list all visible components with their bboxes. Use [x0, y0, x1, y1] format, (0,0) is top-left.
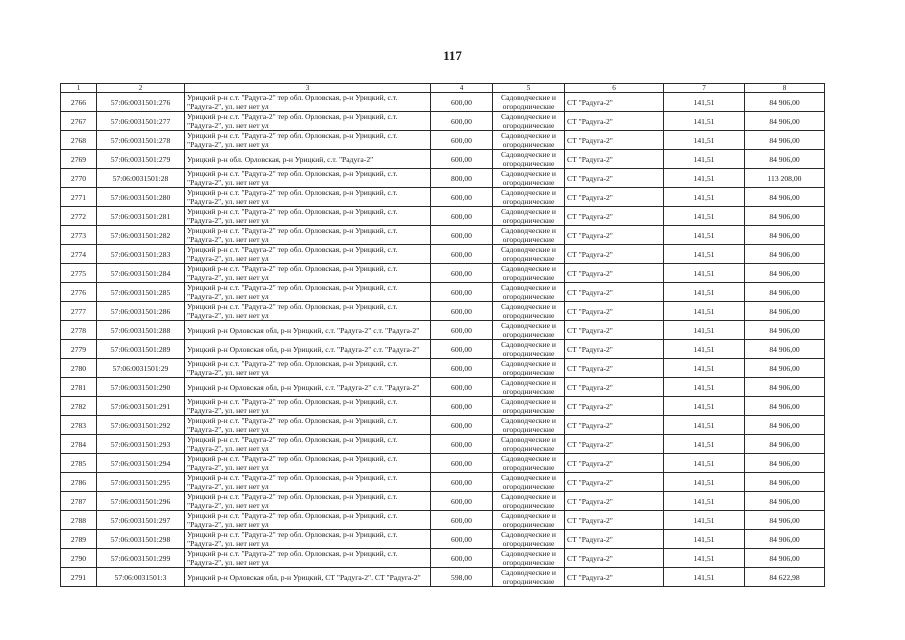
land-use: Садоводческие и огороднические	[493, 264, 565, 283]
cadastral-cost: 84 906,00	[745, 454, 825, 473]
cadastral-cost: 84 906,00	[745, 511, 825, 530]
owner-name: СТ "Радуга-2"	[565, 340, 664, 359]
owner-name: СТ "Радуга-2"	[565, 150, 664, 169]
area-value: 600,00	[431, 435, 493, 454]
address: Урицкий р-н с.т. "Радуга-2" тер обл. Орловская, р-н Урицкий, с.т. "Радуга-2", ул. нет нет ул	[185, 511, 431, 530]
owner-name: СТ "Радуга-2"	[565, 302, 664, 321]
row-number: 2778	[61, 321, 97, 340]
cadastral-cost: 84 906,00	[745, 416, 825, 435]
row-number: 2773	[61, 226, 97, 245]
price-value: 141,51	[664, 378, 745, 397]
owner-name: СТ "Радуга-2"	[565, 511, 664, 530]
table-row	[61, 112, 825, 131]
owner-name: СТ "Радуга-2"	[565, 131, 664, 150]
cadastral-number: 57:06:0031501:293	[97, 435, 185, 454]
address: Урицкий р-н с.т. "Радуга-2" тер обл. Орловская, р-н Урицкий, с.т. "Радуга-2", ул. нет нет ул	[185, 264, 431, 283]
price-value: 141,51	[664, 188, 745, 207]
address: Урицкий р-н с.т. "Радуга-2" тер обл. Орловская, р-н Урицкий, с.т. "Радуга-2", ул. нет нет ул	[185, 435, 431, 454]
address: Урицкий р-н Орловская обл, р-н Урицкий, с.т. "Радуга-2" с.т. "Радуга-2"	[185, 378, 431, 397]
land-use: Садоводческие и огороднические	[493, 226, 565, 245]
column-number-row	[61, 84, 825, 93]
land-use: Садоводческие и огороднические	[493, 150, 565, 169]
land-use: Садоводческие и огороднические	[493, 568, 565, 587]
cadastral-cost: 84 906,00	[745, 340, 825, 359]
land-use: Садоводческие и огороднические	[493, 93, 565, 112]
land-plots-table	[60, 83, 825, 587]
cadastral-cost: 84 906,00	[745, 549, 825, 568]
column-number: 1	[61, 84, 97, 93]
land-use: Садоводческие и огороднические	[493, 188, 565, 207]
price-value: 141,51	[664, 245, 745, 264]
price-value: 141,51	[664, 264, 745, 283]
cadastral-cost: 84 906,00	[745, 492, 825, 511]
table-row	[61, 283, 825, 302]
address: Урицкий р-н Орловская обл, р-н Урицкий, СТ "Радуга-2". СТ "Радуга-2"	[185, 568, 431, 587]
price-value: 141,51	[664, 169, 745, 188]
table-row	[61, 188, 825, 207]
page-number: 117	[443, 48, 462, 63]
table-row	[61, 530, 825, 549]
owner-name: СТ "Радуга-2"	[565, 454, 664, 473]
cadastral-number: 57:06:0031501:294	[97, 454, 185, 473]
table-row	[61, 397, 825, 416]
price-value: 141,51	[664, 283, 745, 302]
cadastral-number: 57:06:0031501:299	[97, 549, 185, 568]
price-value: 141,51	[664, 568, 745, 587]
owner-name: СТ "Радуга-2"	[565, 378, 664, 397]
table-row	[61, 492, 825, 511]
table-row	[61, 207, 825, 226]
area-value: 800,00	[431, 169, 493, 188]
area-value: 600,00	[431, 473, 493, 492]
area-value: 600,00	[431, 226, 493, 245]
table-row	[61, 454, 825, 473]
cadastral-number: 57:06:0031501:277	[97, 112, 185, 131]
address: Урицкий р-н с.т. "Радуга-2" тер обл. Орловская, р-н Урицкий, с.т. "Радуга-2", ул. нет нет ул	[185, 207, 431, 226]
cadastral-number: 57:06:0031501:282	[97, 226, 185, 245]
row-number: 2769	[61, 150, 97, 169]
owner-name: СТ "Радуга-2"	[565, 549, 664, 568]
area-value: 600,00	[431, 302, 493, 321]
cadastral-cost: 84 906,00	[745, 93, 825, 112]
cadastral-number: 57:06:0031501:297	[97, 511, 185, 530]
cadastral-number: 57:06:0031501:286	[97, 302, 185, 321]
owner-name: СТ "Радуга-2"	[565, 321, 664, 340]
row-number: 2770	[61, 169, 97, 188]
cadastral-cost: 84 906,00	[745, 530, 825, 549]
land-use: Садоводческие и огороднические	[493, 435, 565, 454]
cadastral-number: 57:06:0031501:291	[97, 397, 185, 416]
cadastral-cost: 84 906,00	[745, 473, 825, 492]
land-use: Садоводческие и огороднические	[493, 549, 565, 568]
price-value: 141,51	[664, 549, 745, 568]
cadastral-number: 57:06:0031501:288	[97, 321, 185, 340]
cadastral-number: 57:06:0031501:283	[97, 245, 185, 264]
row-number: 2771	[61, 188, 97, 207]
address: Урицкий р-н с.т. "Радуга-2" тер обл. Орловская, р-н Урицкий, с.т. "Радуга-2", ул. нет нет ул	[185, 131, 431, 150]
area-value: 600,00	[431, 112, 493, 131]
area-value: 600,00	[431, 245, 493, 264]
address: Урицкий р-н с.т. "Радуга-2" тер обл. Орловская, р-н Урицкий, с.т. "Радуга-2", ул. нет нет ул	[185, 397, 431, 416]
land-use: Садоводческие и огороднические	[493, 321, 565, 340]
row-number: 2776	[61, 283, 97, 302]
price-value: 141,51	[664, 454, 745, 473]
owner-name: СТ "Радуга-2"	[565, 492, 664, 511]
cadastral-cost: 84 906,00	[745, 131, 825, 150]
price-value: 141,51	[664, 131, 745, 150]
owner-name: СТ "Радуга-2"	[565, 112, 664, 131]
cadastral-cost: 84 906,00	[745, 435, 825, 454]
cadastral-cost: 84 906,00	[745, 378, 825, 397]
area-value: 600,00	[431, 511, 493, 530]
column-number: 2	[97, 84, 185, 93]
cadastral-number: 57:06:0031501:28	[97, 169, 185, 188]
owner-name: СТ "Радуга-2"	[565, 473, 664, 492]
column-number: 3	[185, 84, 431, 93]
cadastral-number: 57:06:0031501:281	[97, 207, 185, 226]
land-use: Садоводческие и огороднические	[493, 302, 565, 321]
cadastral-cost: 84 906,00	[745, 359, 825, 378]
land-use: Садоводческие и огороднические	[493, 207, 565, 226]
row-number: 2781	[61, 378, 97, 397]
area-value: 600,00	[431, 150, 493, 169]
price-value: 141,51	[664, 112, 745, 131]
cadastral-number: 57:06:0031501:285	[97, 283, 185, 302]
area-value: 600,00	[431, 283, 493, 302]
row-number: 2777	[61, 302, 97, 321]
land-use: Садоводческие и огороднические	[493, 530, 565, 549]
cadastral-number: 57:06:0031501:295	[97, 473, 185, 492]
cadastral-number: 57:06:0031501:298	[97, 530, 185, 549]
column-number: 4	[431, 84, 493, 93]
cadastral-cost: 84 906,00	[745, 302, 825, 321]
area-value: 600,00	[431, 359, 493, 378]
area-value: 600,00	[431, 530, 493, 549]
address: Урицкий р-н с.т. "Радуга-2" тер обл. Орловская, р-н Урицкий, с.т. "Радуга-2", ул. нет нет ул	[185, 473, 431, 492]
address: Урицкий р-н Орловская обл, р-н Урицкий, с.т. "Радуга-2" с.т. "Радуга-2"	[185, 340, 431, 359]
table-row	[61, 416, 825, 435]
land-use: Садоводческие и огороднические	[493, 511, 565, 530]
row-number: 2787	[61, 492, 97, 511]
area-value: 600,00	[431, 492, 493, 511]
table-row	[61, 378, 825, 397]
address: Урицкий р-н с.т. "Радуга-2" тер обл. Орловская, р-н Урицкий, с.т. "Радуга-2", ул. нет нет ул	[185, 245, 431, 264]
price-value: 141,51	[664, 492, 745, 511]
table-row	[61, 93, 825, 112]
area-value: 598,00	[431, 568, 493, 587]
cadastral-number: 57:06:0031501:276	[97, 93, 185, 112]
owner-name: СТ "Радуга-2"	[565, 93, 664, 112]
table-row	[61, 131, 825, 150]
price-value: 141,51	[664, 511, 745, 530]
cadastral-cost: 84 906,00	[745, 245, 825, 264]
table-row	[61, 359, 825, 378]
owner-name: СТ "Радуга-2"	[565, 359, 664, 378]
price-value: 141,51	[664, 397, 745, 416]
address: Урицкий р-н с.т. "Радуга-2" тер обл. Орловская, р-н Урицкий, с.т. "Радуга-2", ул. нет нет ул	[185, 549, 431, 568]
price-value: 141,51	[664, 359, 745, 378]
cadastral-number: 57:06:0031501:290	[97, 378, 185, 397]
cadastral-number: 57:06:0031501:296	[97, 492, 185, 511]
area-value: 600,00	[431, 340, 493, 359]
cadastral-cost: 84 906,00	[745, 226, 825, 245]
table-row	[61, 511, 825, 530]
cadastral-number: 57:06:0031501:278	[97, 131, 185, 150]
row-number: 2784	[61, 435, 97, 454]
cadastral-cost: 84 622,98	[745, 568, 825, 587]
land-use: Садоводческие и огороднические	[493, 416, 565, 435]
cadastral-number: 57:06:0031501:279	[97, 150, 185, 169]
area-value: 600,00	[431, 264, 493, 283]
column-number: 6	[565, 84, 664, 93]
address: Урицкий р-н с.т. "Радуга-2" тер обл. Орловская, р-н Урицкий, с.т. "Радуга-2", ул. нет нет ул	[185, 454, 431, 473]
land-use: Садоводческие и огороднические	[493, 359, 565, 378]
cadastral-number: 57:06:0031501:3	[97, 568, 185, 587]
price-value: 141,51	[664, 340, 745, 359]
price-value: 141,51	[664, 302, 745, 321]
owner-name: СТ "Радуга-2"	[565, 416, 664, 435]
cadastral-number: 57:06:0031501:292	[97, 416, 185, 435]
price-value: 141,51	[664, 321, 745, 340]
table-row	[61, 302, 825, 321]
table-row	[61, 150, 825, 169]
land-use: Садоводческие и огороднические	[493, 112, 565, 131]
address: Урицкий р-н с.т. "Радуга-2" тер обл. Орловская, р-н Урицкий, с.т. "Радуга-2", ул. нет нет ул	[185, 226, 431, 245]
row-number: 2782	[61, 397, 97, 416]
land-use: Садоводческие и огороднические	[493, 473, 565, 492]
row-number: 2767	[61, 112, 97, 131]
cadastral-cost: 113 208,00	[745, 169, 825, 188]
owner-name: СТ "Радуга-2"	[565, 530, 664, 549]
owner-name: СТ "Радуга-2"	[565, 264, 664, 283]
owner-name: СТ "Радуга-2"	[565, 207, 664, 226]
price-value: 141,51	[664, 93, 745, 112]
row-number: 2768	[61, 131, 97, 150]
row-number: 2775	[61, 264, 97, 283]
address: Урицкий р-н с.т. "Радуга-2" тер обл. Орловская, р-н Урицкий, с.т. "Радуга-2", ул. нет нет ул	[185, 416, 431, 435]
land-use: Садоводческие и огороднические	[493, 131, 565, 150]
address: Урицкий р-н с.т. "Радуга-2" тер обл. Орловская, р-н Урицкий, с.т. "Радуга-2", ул. нет нет ул	[185, 302, 431, 321]
table-row	[61, 321, 825, 340]
row-number: 2780	[61, 359, 97, 378]
cadastral-number: 57:06:0031501:289	[97, 340, 185, 359]
table-row	[61, 245, 825, 264]
owner-name: СТ "Радуга-2"	[565, 435, 664, 454]
table-row	[61, 473, 825, 492]
row-number: 2789	[61, 530, 97, 549]
owner-name: СТ "Радуга-2"	[565, 397, 664, 416]
owner-name: СТ "Радуга-2"	[565, 169, 664, 188]
column-number: 8	[745, 84, 825, 93]
cadastral-cost: 84 906,00	[745, 321, 825, 340]
row-number: 2779	[61, 340, 97, 359]
address: Урицкий р-н обл. Орловская, р-н Урицкий, с.т. "Радуга-2"	[185, 150, 431, 169]
land-use: Садоводческие и огороднические	[493, 283, 565, 302]
row-number: 2786	[61, 473, 97, 492]
owner-name: СТ "Радуга-2"	[565, 283, 664, 302]
row-number: 2774	[61, 245, 97, 264]
address: Урицкий р-н с.т. "Радуга-2" тер обл. Орловская, р-н Урицкий, с.т. "Радуга-2", ул. нет нет ул	[185, 188, 431, 207]
address: Урицкий р-н с.т. "Радуга-2" тер обл. Орловская, р-н Урицкий, с.т. "Радуга-2", ул. нет нет ул	[185, 93, 431, 112]
price-value: 141,51	[664, 435, 745, 454]
table-row	[61, 549, 825, 568]
address: Урицкий р-н Орловская обл, р-н Урицкий, с.т. "Радуга-2" с.т. "Радуга-2"	[185, 321, 431, 340]
owner-name: СТ "Радуга-2"	[565, 188, 664, 207]
area-value: 600,00	[431, 416, 493, 435]
area-value: 600,00	[431, 188, 493, 207]
owner-name: СТ "Радуга-2"	[565, 568, 664, 587]
table-row	[61, 435, 825, 454]
area-value: 600,00	[431, 454, 493, 473]
owner-name: СТ "Радуга-2"	[565, 226, 664, 245]
table-row	[61, 264, 825, 283]
cadastral-cost: 84 906,00	[745, 264, 825, 283]
cadastral-number: 57:06:0031501:29	[97, 359, 185, 378]
land-use: Садоводческие и огороднические	[493, 397, 565, 416]
owner-name: СТ "Радуга-2"	[565, 245, 664, 264]
area-value: 600,00	[431, 378, 493, 397]
cadastral-cost: 84 906,00	[745, 207, 825, 226]
price-value: 141,51	[664, 226, 745, 245]
address: Урицкий р-н с.т. "Радуга-2" тер обл. Орловская, р-н Урицкий, с.т. "Радуга-2", ул. нет нет ул	[185, 492, 431, 511]
row-number: 2766	[61, 93, 97, 112]
cadastral-number: 57:06:0031501:284	[97, 264, 185, 283]
table-row	[61, 340, 825, 359]
area-value: 600,00	[431, 93, 493, 112]
cadastral-cost: 84 906,00	[745, 397, 825, 416]
row-number: 2772	[61, 207, 97, 226]
area-value: 600,00	[431, 131, 493, 150]
cadastral-number: 57:06:0031501:280	[97, 188, 185, 207]
row-number: 2783	[61, 416, 97, 435]
price-value: 141,51	[664, 150, 745, 169]
address: Урицкий р-н с.т. "Радуга-2" тер обл. Орловская, р-н Урицкий, с.т. "Радуга-2", ул. нет нет ул	[185, 112, 431, 131]
land-use: Садоводческие и огороднические	[493, 492, 565, 511]
land-use: Садоводческие и огороднические	[493, 169, 565, 188]
cadastral-cost: 84 906,00	[745, 112, 825, 131]
area-value: 600,00	[431, 321, 493, 340]
row-number: 2790	[61, 549, 97, 568]
cadastral-cost: 84 906,00	[745, 188, 825, 207]
land-use: Садоводческие и огороднические	[493, 454, 565, 473]
area-value: 600,00	[431, 549, 493, 568]
column-number: 7	[664, 84, 745, 93]
row-number: 2785	[61, 454, 97, 473]
price-value: 141,51	[664, 207, 745, 226]
land-use: Садоводческие и огороднические	[493, 378, 565, 397]
price-value: 141,51	[664, 473, 745, 492]
price-value: 141,51	[664, 416, 745, 435]
column-number: 5	[493, 84, 565, 93]
land-use: Садоводческие и огороднические	[493, 245, 565, 264]
area-value: 600,00	[431, 207, 493, 226]
table-row	[61, 568, 825, 587]
cadastral-cost: 84 906,00	[745, 283, 825, 302]
area-value: 600,00	[431, 397, 493, 416]
address: Урицкий р-н с.т. "Радуга-2" тер обл. Орловская, р-н Урицкий, с.т. "Радуга-2", ул. нет нет ул	[185, 359, 431, 378]
row-number: 2791	[61, 568, 97, 587]
land-use: Садоводческие и огороднические	[493, 340, 565, 359]
price-value: 141,51	[664, 530, 745, 549]
table-row	[61, 169, 825, 188]
table-row	[61, 226, 825, 245]
cadastral-cost: 84 906,00	[745, 150, 825, 169]
address: Урицкий р-н с.т. "Радуга-2" тер обл. Орловская, р-н Урицкий, с.т. "Радуга-2", ул. нет нет ул	[185, 283, 431, 302]
row-number: 2788	[61, 511, 97, 530]
address: Урицкий р-н с.т. "Радуга-2" тер обл. Орловская, р-н Урицкий, с.т. "Радуга-2", ул. нет нет ул	[185, 169, 431, 188]
address: Урицкий р-н с.т. "Радуга-2" тер обл. Орловская, р-н Урицкий, с.т. "Радуга-2", ул. нет нет ул	[185, 530, 431, 549]
